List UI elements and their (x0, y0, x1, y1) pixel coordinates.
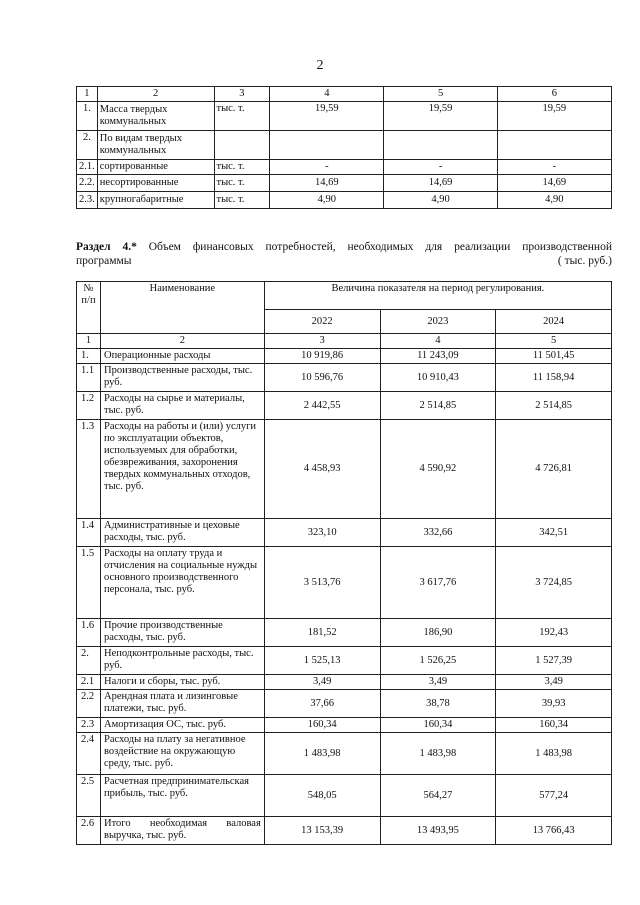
row-value: 37,66 (264, 690, 380, 718)
row-value: 13 493,95 (380, 817, 496, 845)
row-value: 14,69 (270, 175, 384, 192)
row-index: 2.3 (77, 718, 101, 733)
row-index: 2. (77, 131, 98, 160)
row-value: 2 442,55 (264, 392, 380, 420)
header-cell: 6 (497, 87, 611, 102)
header-cell: 3 (214, 87, 270, 102)
row-index: 2.4 (77, 733, 101, 775)
row-value: - (497, 160, 611, 175)
row-value: 577,24 (496, 775, 612, 817)
table-row (77, 733, 612, 775)
table-row (77, 349, 612, 364)
column-number: 3 (264, 334, 380, 349)
table-row (77, 647, 612, 675)
row-name: Расходы на оплату труда и отчисления на социальные нужды основного производственного персонала, тыс. руб. (100, 547, 264, 619)
row-value: - (384, 160, 497, 175)
row-value: 11 243,09 (380, 349, 496, 364)
row-value: 1 483,98 (496, 733, 612, 775)
waste-mass-table (76, 86, 612, 209)
row-index: 1.2 (77, 392, 101, 420)
row-value: 38,78 (380, 690, 496, 718)
row-name: Масса твердых коммунальных (97, 102, 214, 131)
row-value: 11 501,45 (496, 349, 612, 364)
section-heading-line (76, 240, 612, 254)
row-index: 1. (77, 349, 101, 364)
row-value: 160,34 (380, 718, 496, 733)
table-row (77, 364, 612, 392)
row-index: 2.6 (77, 817, 101, 845)
row-name: Налоги и сборы, тыс. руб. (100, 675, 264, 690)
table-row (77, 690, 612, 718)
row-unit: тыс. т. (214, 160, 270, 175)
row-value: 14,69 (384, 175, 497, 192)
table-row (77, 175, 612, 192)
row-value: 548,05 (264, 775, 380, 817)
row-index: 1. (77, 102, 98, 131)
table-row (77, 775, 612, 817)
row-value: 323,10 (264, 519, 380, 547)
row-index: 1.4 (77, 519, 101, 547)
row-name: несортированные (97, 175, 214, 192)
row-value: 3 724,85 (496, 547, 612, 619)
row-value: 4,90 (270, 192, 384, 209)
column-number: 4 (380, 334, 496, 349)
row-unit: тыс. т. (214, 175, 270, 192)
row-name: крупногабаритные (97, 192, 214, 209)
row-value: 3,49 (380, 675, 496, 690)
header-cell: 1 (77, 87, 98, 102)
row-value: 19,59 (497, 102, 611, 131)
header-number: № п/п (77, 282, 101, 334)
row-unit (214, 131, 270, 160)
row-value: 160,34 (496, 718, 612, 733)
row-value: 160,34 (264, 718, 380, 733)
row-name: Амортизация ОС, тыс. руб. (100, 718, 264, 733)
section-units: ( тыс. руб.) (557, 255, 612, 267)
financial-needs-table (76, 281, 612, 845)
row-value: 4,90 (384, 192, 497, 209)
column-number: 1 (77, 334, 101, 349)
row-value: 19,59 (384, 102, 497, 131)
row-value: 564,27 (380, 775, 496, 817)
row-value: 14,69 (497, 175, 611, 192)
page-number: 2 (316, 58, 324, 73)
row-name: Производственные расходы, тыс. руб. (100, 364, 264, 392)
column-number: 5 (496, 334, 612, 349)
row-name: Прочие производственные расходы, тыс. руб. (100, 619, 264, 647)
row-value: 13 766,43 (496, 817, 612, 845)
row-value: 3,49 (496, 675, 612, 690)
row-index: 2.1 (77, 675, 101, 690)
row-index: 2.2 (77, 690, 101, 718)
row-name: По видам твердых коммунальных (97, 131, 214, 160)
header-year: 2023 (380, 310, 496, 334)
row-value: 4 726,81 (496, 420, 612, 519)
row-value: 3 513,76 (264, 547, 380, 619)
row-index: 2.3. (77, 192, 98, 209)
section-heading-line (76, 254, 612, 268)
table-header-row (77, 87, 612, 102)
header-name: Наименование (100, 282, 264, 334)
header-year: 2024 (496, 310, 612, 334)
row-value: 3,49 (264, 675, 380, 690)
row-unit: тыс. т. (214, 192, 270, 209)
header-value: Величина показателя на период регулирования. (264, 282, 611, 310)
row-value: 4 590,92 (380, 420, 496, 519)
column-number: 2 (100, 334, 264, 349)
row-name: сортированные (97, 160, 214, 175)
table-row (77, 675, 612, 690)
row-index: 2. (77, 647, 101, 675)
row-index: 2.5 (77, 775, 101, 817)
table-row (77, 619, 612, 647)
table-numbering-row (77, 334, 612, 349)
row-name: Административные и цеховые расходы, тыс. руб. (100, 519, 264, 547)
table-row (77, 817, 612, 845)
table-row (77, 420, 612, 519)
table-row (77, 718, 612, 733)
row-name: Расчетная предпринимательская прибыль, тыс. руб. (100, 775, 264, 817)
row-index: 2.1. (77, 160, 98, 175)
row-value: 4 458,93 (264, 420, 380, 519)
section-text: Объем финансовых потребностей, необходимых для реализации производственной (148, 241, 612, 253)
header-cell: 4 (270, 87, 384, 102)
row-value: - (270, 160, 384, 175)
row-name: Неподконтрольные расходы, тыс. руб. (100, 647, 264, 675)
header-cell: 5 (384, 87, 497, 102)
row-value: 1 483,98 (264, 733, 380, 775)
row-name: Расходы на плату за негативное воздействие на окружающую среду, тыс. руб. (100, 733, 264, 775)
row-name: Арендная плата и лизинговые платежи, тыс. руб. (100, 690, 264, 718)
section-text-continuation: программы (76, 255, 132, 267)
row-value: 2 514,85 (380, 392, 496, 420)
section-label: Раздел 4.* (76, 241, 137, 253)
row-value (384, 131, 497, 160)
row-value: 13 153,39 (264, 817, 380, 845)
row-unit: тыс. т. (214, 102, 270, 131)
row-value: 186,90 (380, 619, 496, 647)
row-value: 1 525,13 (264, 647, 380, 675)
row-value: 4,90 (497, 192, 611, 209)
row-value: 192,43 (496, 619, 612, 647)
table-row (77, 392, 612, 420)
row-value: 10 910,43 (380, 364, 496, 392)
row-value: 1 483,98 (380, 733, 496, 775)
table-row (77, 547, 612, 619)
header-year: 2022 (264, 310, 380, 334)
row-value: 332,66 (380, 519, 496, 547)
section-4-heading (76, 240, 612, 268)
row-value: 3 617,76 (380, 547, 496, 619)
table-row (77, 519, 612, 547)
table-row (77, 102, 612, 131)
row-index: 2.2. (77, 175, 98, 192)
row-value: 10 919,86 (264, 349, 380, 364)
row-value: 181,52 (264, 619, 380, 647)
row-name: Операционные расходы (100, 349, 264, 364)
row-value: 39,93 (496, 690, 612, 718)
row-value: 342,51 (496, 519, 612, 547)
row-index: 1.3 (77, 420, 101, 519)
row-name: Итого необходимая валовая выручка, тыс. руб. (100, 817, 264, 845)
row-index: 1.5 (77, 547, 101, 619)
table-row (77, 192, 612, 209)
table-row (77, 131, 612, 160)
row-name: Расходы на работы и (или) услуги по эксплуатации объектов, используемых для обработки, обезвреживания, захоронения твердых коммунальных отходов, тыс. руб. (100, 420, 264, 519)
table-row (77, 160, 612, 175)
row-value (497, 131, 611, 160)
row-value: 10 596,76 (264, 364, 380, 392)
row-value: 2 514,85 (496, 392, 612, 420)
row-index: 1.6 (77, 619, 101, 647)
row-value: 19,59 (270, 102, 384, 131)
row-value (270, 131, 384, 160)
row-index: 1.1 (77, 364, 101, 392)
row-value: 1 526,25 (380, 647, 496, 675)
row-value: 11 158,94 (496, 364, 612, 392)
header-cell: 2 (97, 87, 214, 102)
table-header-row (77, 282, 612, 310)
row-name: Расходы на сырье и материалы, тыс. руб. (100, 392, 264, 420)
row-value: 1 527,39 (496, 647, 612, 675)
